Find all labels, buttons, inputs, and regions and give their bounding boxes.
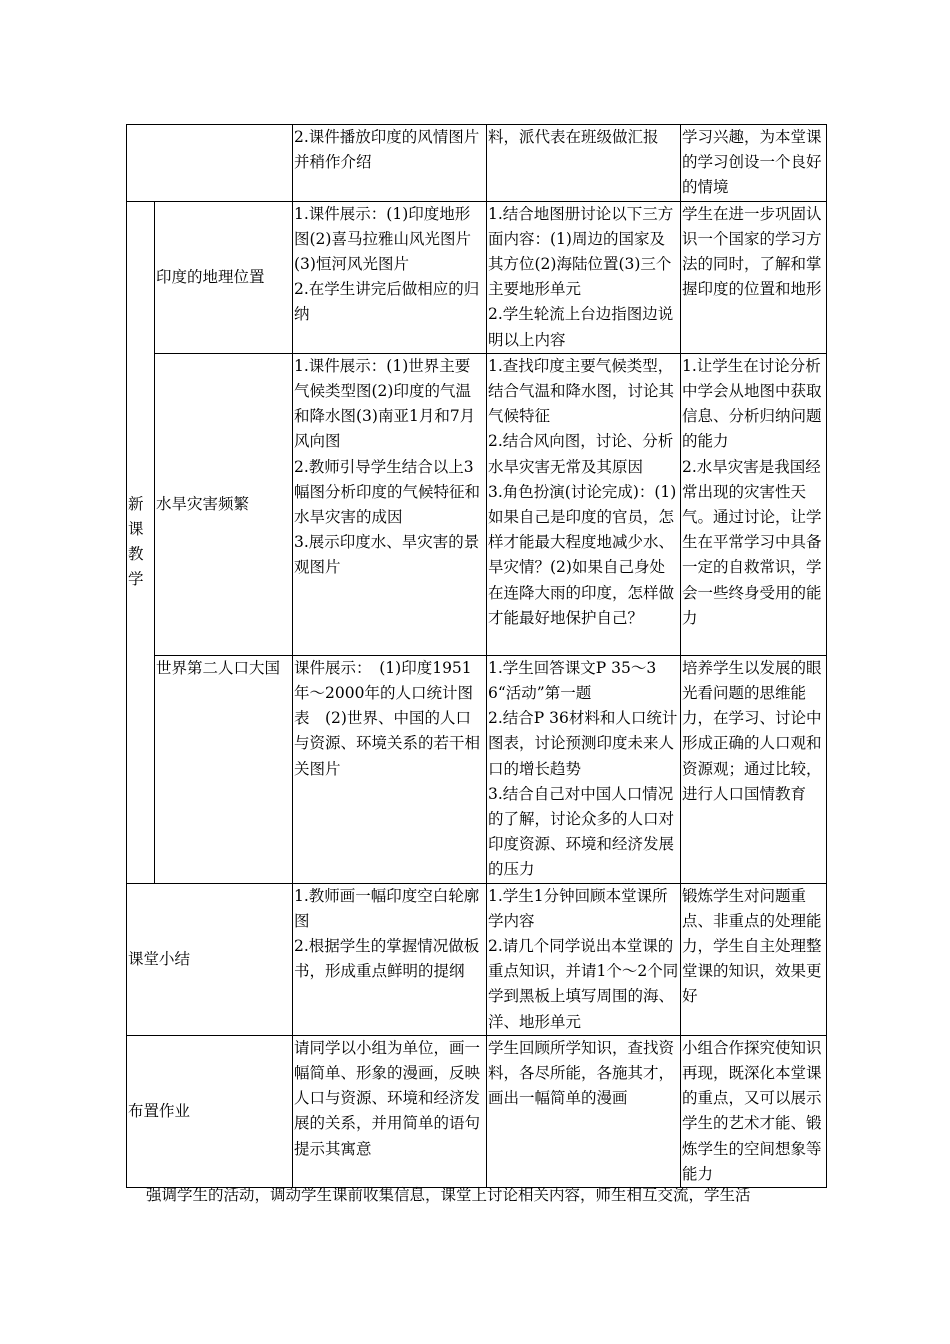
topic-cell: 水旱灾害频繁 [155, 353, 293, 655]
purpose-cell: 学生在进一步巩固认识一个国家的学习方法的同时，了解和掌握印度的位置和地形 [681, 201, 827, 353]
purpose-cell: 小组合作探究使知识再现，既深化本堂课的重点，又可以展示学生的艺术才能、锻炼学生的空间想象等能力 [681, 1035, 827, 1187]
teacher-activity-cell: 2.课件播放印度的风情图片并稍作介绍 [293, 125, 487, 202]
lesson-plan-table [126, 124, 827, 1188]
student-activity-cell: 料，派代表在班级做汇报 [487, 125, 681, 202]
teacher-activity-cell: 请同学以小组为单位，画一幅简单、形象的漫画，反映人口与资源、环境和经济发展的关系，并用简单的语句提示其寓意 [293, 1035, 487, 1187]
topic-cell: 世界第二人口大国 [155, 655, 293, 883]
purpose-cell: 学习兴趣，为本堂课的学习创设一个良好的情境 [681, 125, 827, 202]
table-row [127, 201, 827, 353]
table-row-homework [127, 1035, 827, 1187]
teacher-activity-cell: 1.课件展示：(1)世界主要气候类型图(2)印度的气温和降水图(3)南亚1月和7月风向图 2.教师引导学生结合以上3幅图分析印度的气候特征和水旱灾害的成因 3.展示印度水、旱灾害的景观图片 [293, 353, 487, 655]
table-row-intro [127, 125, 827, 202]
empty-cell [127, 125, 293, 202]
student-activity-cell: 学生回顾所学知识，查找资料，各尽所能，各施其才，画出一幅简单的漫画 [487, 1035, 681, 1187]
footer-paragraph: 强调学生的活动，调动学生课前收集信息，课堂上讨论相关内容，师生相互交流，学生活 [146, 1186, 751, 1204]
teacher-activity-cell: 1.教师画一幅印度空白轮廓图 2.根据学生的掌握情况做板书，形成重点鲜明的提纲 [293, 883, 487, 1035]
section-label-summary: 课堂小结 [127, 883, 293, 1035]
section-label-new-lesson: 新 课 教 学 [127, 201, 155, 883]
student-activity-cell: 1.结合地图册讨论以下三方面内容：(1)周边的国家及其方位(2)海陆位置(3)三个主要地形单元 2.学生轮流上台边指图边说明以上内容 [487, 201, 681, 353]
table-row [127, 655, 827, 883]
topic-cell: 印度的地理位置 [155, 201, 293, 353]
purpose-cell: 1.让学生在讨论分析中学会从地图中获取信息、分析归纳问题的能力 2.水旱灾害是我国经常出现的灾害性天气。通过讨论，让学生在平常学习中具备一定的自救常识，学会一些终身受用的能力 [681, 353, 827, 655]
student-activity-cell: 1.查找印度主要气候类型，结合气温和降水图，讨论其气候特征 2.结合风向图，讨论、分析水旱灾害无常及其原因 3.角色扮演(讨论完成)：(1)如果自己是印度的官员，怎样才能最大程度地减少水、旱灾情？(2)如果自己身处在连降大雨的印度，怎样做才能最好地保护自己？ [487, 353, 681, 655]
teacher-activity-cell: 1.课件展示：(1)印度地形图(2)喜马拉雅山风光图片(3)恒河风光图片 2.在学生讲完后做相应的归纳 [293, 201, 487, 353]
table-row-summary [127, 883, 827, 1035]
teacher-activity-cell: 课件展示： (1)印度1951年～2000年的人口统计图表 (2)世界、中国的人口与资源、环境关系的若干相关图片 [293, 655, 487, 883]
purpose-cell: 锻炼学生对问题重点、非重点的处理能力，学生自主处理整堂课的知识，效果更好 [681, 883, 827, 1035]
section-label-homework: 布置作业 [127, 1035, 293, 1187]
purpose-cell: 培养学生以发展的眼光看问题的思维能力，在学习、讨论中形成正确的人口观和资源观；通过比较，进行人口国情教育 [681, 655, 827, 883]
student-activity-cell: 1.学生回答课文P 35～36“活动”第一题 2.结合P 36材料和人口统计图表，讨论预测印度未来人口的增长趋势 3.结合自己对中国人口情况的了解，讨论众多的人口对印度资源、环境和经济发展的压力 [487, 655, 681, 883]
student-activity-cell: 1.学生1分钟回顾本堂课所学内容 2.请几个同学说出本堂课的重点知识，并请1个～2个同学到黑板上填写周围的海、洋、地形单元 [487, 883, 681, 1035]
table-row [127, 353, 827, 655]
